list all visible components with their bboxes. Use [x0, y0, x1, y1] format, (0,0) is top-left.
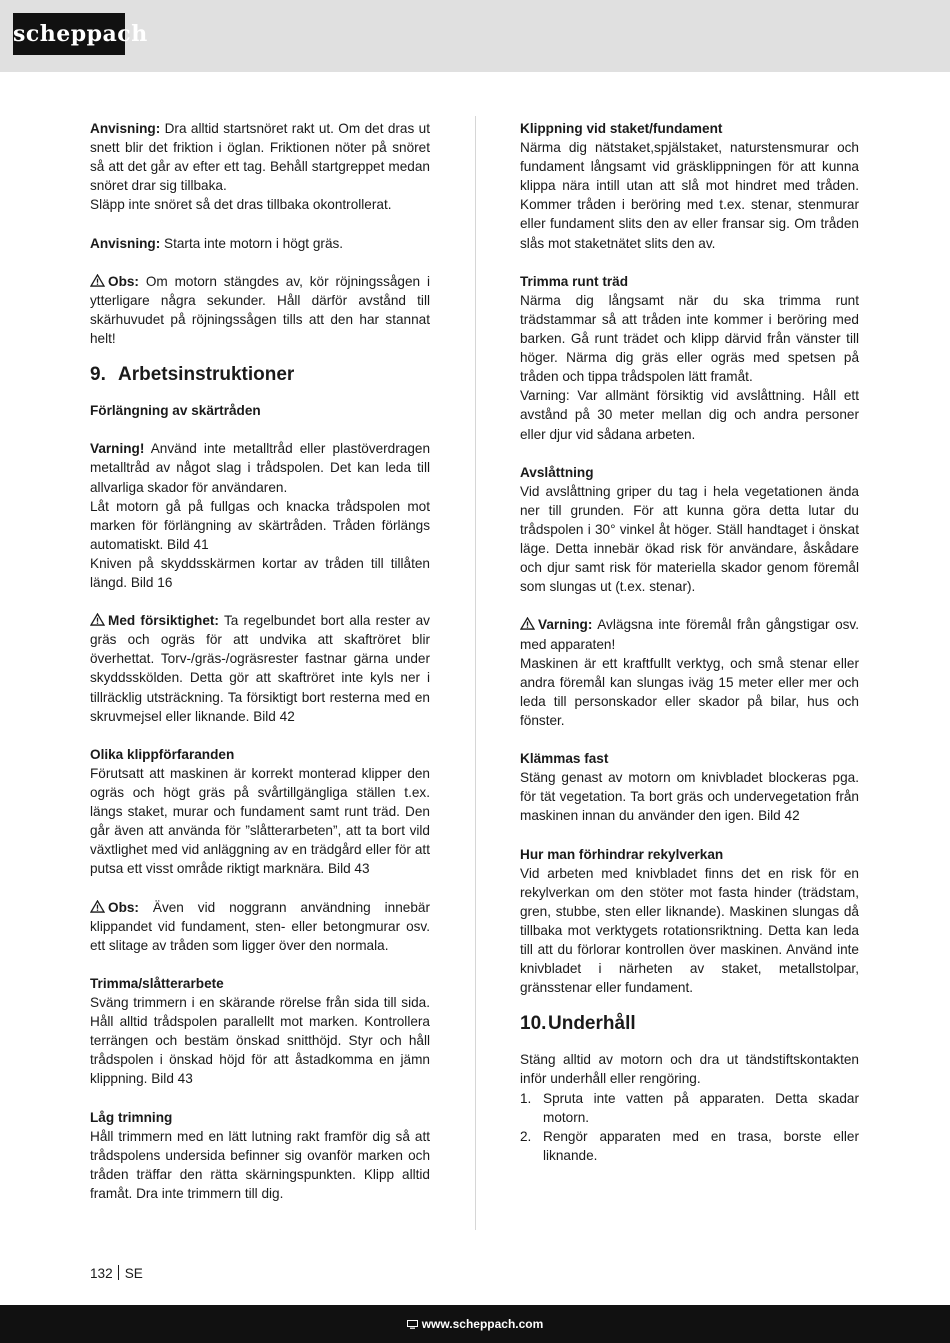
paragraph: [90, 898, 430, 955]
paragraph-text: Dra alltid startsnöret rakt ut. Om det dras ut snett blir det friktion i öglan. Friktionen nöter på snöret så att det går av efter ett tag. Behåll startgreppet medan snöret drar sig tillbaka.: [90, 121, 430, 194]
paragraph: Släpp inte snöret så det dras tillbaka okontrollerat.: [90, 197, 392, 213]
subheading: Klippning vid staket/fundament: [520, 121, 723, 136]
warning-icon: [90, 274, 105, 287]
label-note: Anvisning:: [90, 235, 161, 251]
subheading: Trimma runt träd: [520, 273, 629, 289]
paragraph: Håll trimmern med en lätt lutning rakt framför dig så att trådspolens undersida befinner sig ovanför marken och tråden träffar den rätta skärningspunkten. Klipp alltid framåt. Dra inte trimmern till dig.: [90, 1128, 430, 1201]
page-footer: [90, 1265, 143, 1283]
section-title: Underhåll: [548, 1013, 636, 1035]
brand-logo: scheppach: [13, 13, 125, 55]
subheading: Hur man förhindrar rekylverkan: [520, 846, 724, 862]
page-number: 132: [90, 1266, 113, 1281]
section-title: Arbetsinstruktioner: [118, 364, 295, 386]
subheading: Låg trimning: [90, 1109, 173, 1125]
paragraph: Låt motorn gå på fullgas och knacka trådspolen mot marken för förlängning av skärtråden. Tråden förlängs automatiskt. Bild 41: [90, 498, 430, 552]
list-text: Spruta inte vatten på apparaten. Detta skadar motorn.: [543, 1090, 859, 1125]
warning-icon: [90, 900, 105, 913]
list-item: [520, 1089, 859, 1127]
section-heading: [90, 363, 430, 387]
paragraph: [520, 615, 859, 653]
label-caution: Med försiktighet:: [108, 613, 219, 629]
paragraph: Varning: Var allmänt försiktig vid avslåttning. Håll ett avstånd på 30 meter mellan dig och andra personer eller djur vid sådana arbeten.: [520, 388, 859, 442]
maintenance-list: [520, 1089, 859, 1165]
left-column: [90, 119, 430, 1203]
language-code: SE: [124, 1266, 143, 1281]
paragraph: [90, 611, 430, 726]
list-number: 2.: [520, 1128, 532, 1144]
section-heading: [520, 1012, 859, 1036]
subheading: Trimma/slåtterarbete: [90, 975, 224, 991]
paragraph: Närma dig nätstaket,spjälstaket, naturstensmurar och fundament långsamt vid gräsklippningen för att kunna klippa nära intill utan att slå mot hindret med tråden. Kommer tråden i beröring med t.ex. stenar, stenmurar eller fundament slits den av eller fransar sig. Om tråden slås mot staketnätet slits den av.: [520, 140, 859, 251]
label-obs: Obs:: [108, 899, 139, 915]
section-number: 9.: [90, 364, 106, 386]
paragraph: Närma dig långsamt när du ska trimma runt trädstammar så att tråden inte kommer i beröring med barken. Gå runt trädet och klipp därvid från vänster till höger. Närma dig gräs eller ogräs med spetsen på tråden och tippa trådspolen lätt framåt.: [520, 292, 859, 385]
section-number: 10.: [520, 1013, 547, 1035]
warning-icon: [90, 613, 105, 626]
warning-icon: [520, 617, 535, 630]
list-number: 1.: [520, 1090, 532, 1106]
subheading: Olika klippförfaranden: [90, 746, 235, 762]
paragraph: [90, 119, 430, 195]
paragraph-text: Avlägsna inte föremål från gångstigar osv. med apparaten!: [520, 617, 859, 652]
paragraph: Kniven på skyddsskärmen kortar av tråden till tillåten längd. Bild 16: [90, 555, 430, 590]
label-note: Anvisning:: [90, 121, 161, 136]
paragraph: Förutsatt att maskinen är korrekt monterad klipper den ogräs och högt gräs på svårtillgängliga ställen t.ex. längs staket, murar och fundament samt runt träd. Den går även att använda för ”slåtterarbeten”, att ta bort vild växtlighet med vid anläggning av en trädgård eller för att putsa ett visst område riktigt marknära. Bild 43: [90, 765, 430, 877]
paragraph: Stäng alltid av motorn och dra ut tändstiftskontakten inför underhåll eller rengöring.: [520, 1052, 859, 1087]
paragraph: Maskinen är ett kraftfullt verktyg, och små stenar eller andra föremål kan slungas iväg 15 meter eller mer och leda till personskador eller skador på bilar, hus och fönster.: [520, 655, 859, 728]
paragraph: [90, 439, 430, 496]
paragraph: Sväng trimmern i en skärande rörelse från sida till sida. Håll alltid trådspolen parallellt mot marken. Kontrollera terrängen och bestäm önskad snitthöjd. Styr och håll trådspolen i önskad höjd för att åstadkomma en jämn klippning. Bild 43: [90, 995, 430, 1087]
label-warning: Varning!: [90, 441, 145, 457]
paragraph: Vid arbeten med knivbladet finns det en risk för en rekylverkan om den stöter mot fasta hinder (trädstam, gren, stubbe, sten eller liknande). Maskinen slungas då tillbaka mot verktygets rotationsriktning. Detta kan leda till att du förlorar kontrollen över maskinen. Använd inte knivbladet i närheten av staket, metallstolpar, gränsstenar eller fundament.: [520, 865, 859, 996]
paragraph-text: Ta regelbundet bort alla rester av gräs och ogräs för att undvika att skaftröret blir överhettat. Torv-/gräs-/ogräsrester fastnar gärna under skyddsskölden. Detta gör att skaftröret inte kyls ner i tillräcklig utsträckning. Ta försiktigt bort resterna med en skruvmejsel eller liknande. Bild 42: [90, 613, 430, 724]
paragraph-text: Starta inte motorn i högt gräs.: [160, 235, 344, 251]
paragraph: Stäng genast av motorn om knivbladet blockeras pga. för tät vegetation. Ta bort gräs och undervegetation från maskinen innan du använder den igen. Bild 42: [520, 770, 859, 824]
monitor-icon: [407, 1320, 418, 1329]
paragraph: Vid avslåttning griper du tag i hela vegetationen ända ner till grunden. För att kunna göra detta lutar du trådspolen i 30° vinkel åt höger. Ställ handtaget i önskat läge. Detta innebär ökad risk för användare, åskådare och djur samt risk för materiella skador genom föremål som slungas ut (t.ex. stenar).: [520, 483, 859, 595]
paragraph-text: Använd inte metalltråd eller plastöverdragen metalltråd av något slag i trådspolen. Det kan leda till allvarliga skador för användaren.: [90, 441, 430, 495]
column-divider: [475, 116, 476, 1230]
paragraph-text: Även vid noggrann användning innebär klippandet vid fundament, sten- eller betongmurar osv. ett slitage av tråden som ligger över den normala.: [90, 899, 430, 953]
right-column: [520, 119, 859, 1165]
subheading: Förlängning av skärtråden: [90, 403, 261, 419]
paragraph: [90, 234, 430, 253]
list-item: [520, 1127, 859, 1165]
website-link[interactable]: www.scheppach.com: [421, 1317, 544, 1331]
paragraph: [90, 272, 430, 348]
footer-separator: [118, 1265, 119, 1280]
subheading: Avslåttning: [520, 464, 594, 480]
subheading: Klämmas fast: [520, 751, 609, 767]
list-text: Rengör apparaten med en trasa, borste eller liknande.: [543, 1128, 859, 1163]
paragraph-text: Om motorn stängdes av, kör röjningssågen i ytterligare några sekunder. Håll därför avstånd till skärhuvudet på röjningssågen tills att den har stannat helt!: [90, 273, 430, 347]
label-obs: Obs:: [108, 273, 139, 289]
label-warning: Varning:: [538, 617, 593, 633]
footer-url: [0, 1305, 950, 1343]
